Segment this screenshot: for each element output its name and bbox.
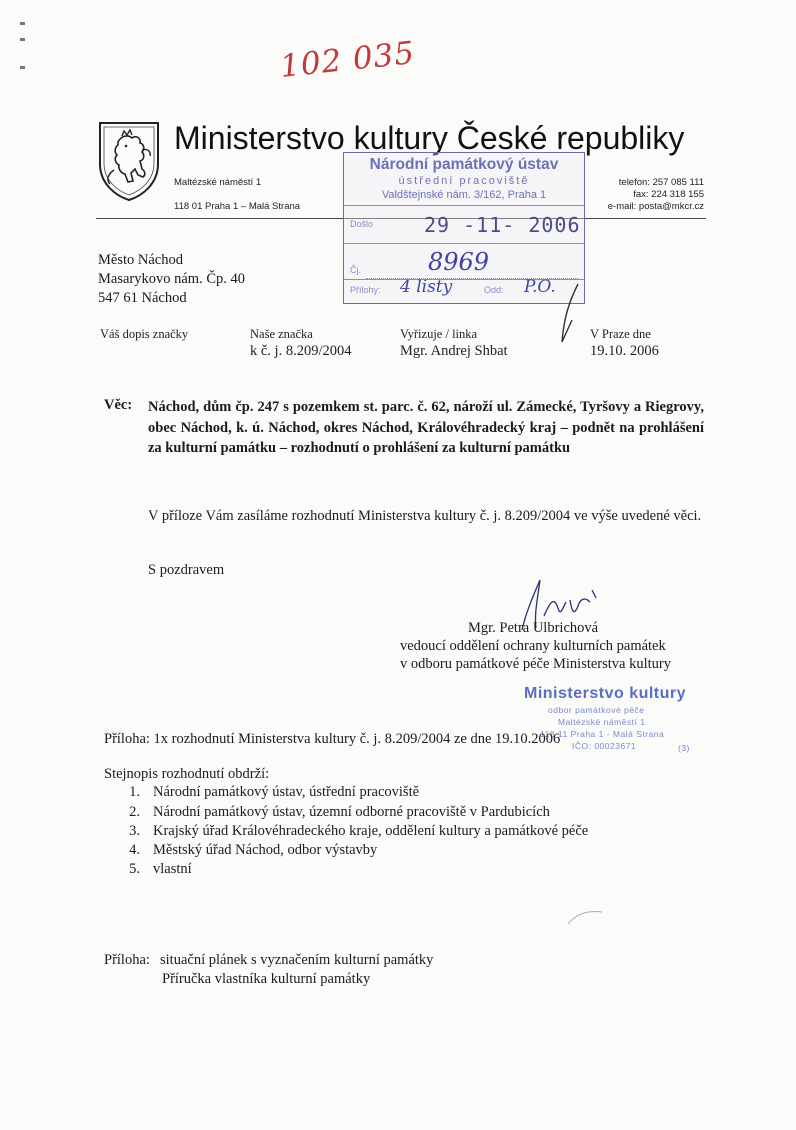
attachment-line: Příloha: 1x rozhodnutí Ministerstva kultury č. j. 8.209/2004 ze dne 19.10.2006	[104, 731, 561, 747]
ministry-title: Ministerstvo kultury České republiky	[174, 120, 685, 156]
stamp-address: Valdštejnské nám. 3/162, Praha 1	[381, 189, 547, 201]
handled-by-label: Vyřizuje / linka	[400, 327, 478, 341]
received-stamp	[343, 152, 585, 304]
signatory-name: Mgr. Petra Ulbrichová	[468, 620, 599, 636]
margin-mark	[20, 38, 25, 41]
our-ref-value: k č. j. 8.209/2004	[250, 343, 352, 359]
closing: S pozdravem	[148, 562, 225, 578]
phone: telefon: 257 085 111	[618, 177, 704, 188]
subject-text: Náchod, dům čp. 247 s pozemkem st. parc. č. 62, nároží ul. Zámecké, Tyršovy a Riegrovy, obec Náchod, k. ú. Náchod, okres Náchod, Královéhradecký kraj – podnět na prohlášení za kulturní památku – rozhodnutí o prohlášení za kulturní památku	[148, 399, 704, 456]
email: e-mail: posta@mkcr.cz	[607, 201, 704, 212]
stamp-department-value: P.O.	[524, 277, 556, 297]
address-line-2: 118 01 Praha 1 – Malá Strana	[174, 201, 301, 212]
stamp-organization: Národní památkový ústav	[369, 156, 559, 173]
signatory-title-2: v odboru památkové péče Ministerstva kultury	[400, 656, 672, 672]
address-line-1: Maltézské náměstí 1	[174, 177, 262, 188]
signatory-title-1: vedoucí oddělení ochrany kulturních památek	[400, 638, 666, 654]
attachment-2-line-1: situační plánek s vyznačením kulturní památky	[160, 952, 434, 968]
ministry-stamp-line-1: odbor památkové péče	[548, 705, 645, 715]
stamp-received-label: Došlo	[350, 219, 374, 229]
stamp-number-value: 8969	[428, 248, 490, 276]
fax: fax: 224 318 155	[633, 189, 704, 200]
ministry-stamp-line-2: Maltézské náměstí 1	[558, 717, 646, 727]
list-item: Národní památkový ústav, územní odborné pracoviště v Pardubicích	[153, 804, 550, 820]
list-item: Městský úřad Náchod, odbor výstavby	[153, 842, 378, 858]
stamp-divider	[344, 243, 584, 244]
recipient-line-3: 547 61 Náchod	[98, 290, 187, 306]
handwritten-stroke	[550, 280, 590, 350]
margin-mark	[20, 22, 25, 25]
subject-label: Věc:	[104, 397, 133, 413]
place-date-label: V Praze dne	[590, 327, 651, 341]
handwritten-archive-number: 102 035	[278, 35, 417, 85]
handled-by-value: Mgr. Andrej Shbat	[400, 343, 508, 359]
ministry-stamp-line-3: 118 11 Praha 1 - Malá Strana	[540, 729, 665, 739]
ministry-stamp-line-4: IČO: 00023671	[572, 741, 637, 751]
body-paragraph: V příloze Vám zasíláme rozhodnutí Ministerstva kultury č. j. 8.209/2004 ve výše uvedené věci.	[148, 508, 702, 524]
stamp-department-label: Odd:	[484, 285, 504, 295]
stamp-received-date: 29 -11- 2006	[424, 213, 581, 237]
attachment-2-label: Příloha:	[104, 952, 150, 968]
stamp-department: ústřední pracoviště	[398, 175, 530, 187]
list-item-number: 4.	[129, 842, 140, 858]
ministry-stamp-title: Ministerstvo kultury	[524, 685, 687, 702]
list-item-number: 2.	[129, 804, 140, 820]
copies-heading: Stejnopis rozhodnutí obdrží:	[104, 766, 270, 782]
stamp-number-label: Čj.	[350, 265, 361, 275]
recipient-line-1: Město Náchod	[98, 252, 183, 268]
stamp-attachments-label: Přílohy:	[350, 285, 381, 295]
recipient-line-2: Masarykovo nám. Čp. 40	[98, 271, 245, 287]
ministry-stamp-mark: (3)	[678, 743, 690, 753]
letter-date: 19.10. 2006	[590, 343, 659, 359]
your-letter-label: Váš dopis značky	[100, 327, 189, 341]
pencil-stroke	[566, 906, 606, 928]
list-item: vlastní	[153, 861, 192, 877]
list-item-number: 1.	[129, 784, 140, 800]
margin-mark	[20, 66, 25, 69]
czech-lion-crest-icon	[96, 120, 162, 202]
stamp-attachments-value: 4 listy	[400, 277, 453, 297]
stamp-divider	[344, 205, 584, 206]
list-item: Národní památkový ústav, ústřední pracoviště	[153, 784, 420, 800]
attachment-2-line-2: Příručka vlastníka kulturní památky	[162, 971, 371, 987]
our-ref-label: Naše značka	[250, 327, 313, 341]
list-item-number: 3.	[129, 823, 140, 839]
list-item-number: 5.	[129, 861, 140, 877]
list-item: Krajský úřad Královéhradeckého kraje, oddělení kultury a památkové péče	[153, 823, 589, 839]
